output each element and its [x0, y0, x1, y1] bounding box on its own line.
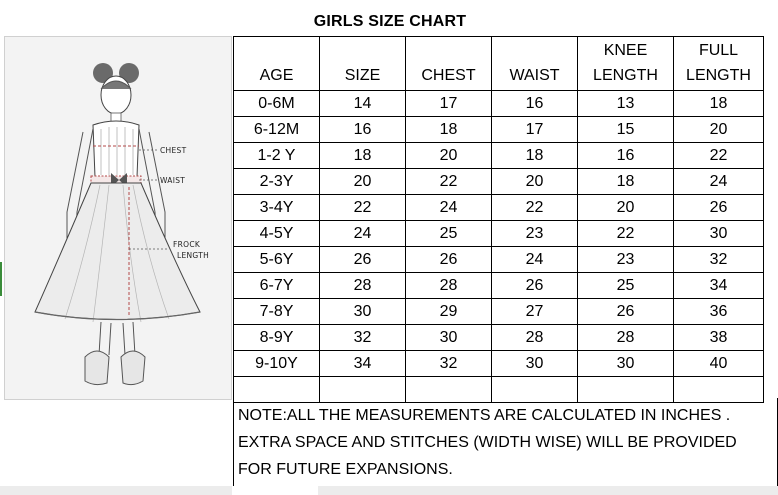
table-cell: 25 [578, 273, 674, 299]
table-cell: 26 [406, 247, 492, 273]
table-cell: 14 [320, 91, 406, 117]
column-header [406, 37, 492, 91]
table-cell: 16 [320, 117, 406, 143]
table-cell: 0-6M [234, 91, 320, 117]
column-header [492, 37, 578, 91]
table-row [234, 299, 764, 325]
table-cell: 18 [578, 169, 674, 195]
column-header-line1 [406, 38, 491, 63]
left-edge-marker [0, 262, 2, 296]
table-cell: 26 [320, 247, 406, 273]
table-cell: 27 [492, 299, 578, 325]
table-cell: 17 [492, 117, 578, 143]
table-cell: 26 [492, 273, 578, 299]
chest-label: CHEST [160, 146, 187, 155]
table-cell: 24 [320, 221, 406, 247]
table-row [234, 273, 764, 299]
column-header [674, 37, 764, 91]
table-header-row [234, 37, 764, 91]
table-cell: 20 [406, 143, 492, 169]
note-line-2: EXTRA SPACE AND STITCHES (WIDTH WISE) WILL BE PROVIDED [238, 434, 737, 451]
column-header-line1 [492, 38, 577, 63]
column-header-line1: KNEE [603, 42, 648, 59]
column-header-line2: LENGTH [686, 67, 751, 84]
table-cell: 25 [406, 221, 492, 247]
table-row [234, 169, 764, 195]
column-header-line1 [234, 38, 319, 63]
table-cell: 30 [578, 351, 674, 377]
column-header-line2: SIZE [344, 67, 381, 84]
table-row [234, 143, 764, 169]
table-cell: 23 [492, 221, 578, 247]
frock-length-label-line2: LENGTH [177, 251, 210, 260]
bottom-strip-right [318, 486, 778, 495]
table-cell: 18 [320, 143, 406, 169]
table-cell: 26 [674, 195, 764, 221]
column-header [320, 37, 406, 91]
column-header [234, 37, 320, 91]
table-cell: 32 [406, 351, 492, 377]
size-chart-table [233, 36, 764, 403]
table-cell: 6-7Y [234, 273, 320, 299]
table-row [234, 91, 764, 117]
table-cell: 30 [674, 221, 764, 247]
table-cell: 7-8Y [234, 299, 320, 325]
table-cell: 36 [674, 299, 764, 325]
measurement-note [233, 398, 778, 486]
table-cell: 1-2 Y [234, 143, 320, 169]
table-cell: 32 [320, 325, 406, 351]
table-row [234, 117, 764, 143]
table-cell: 15 [578, 117, 674, 143]
column-header-line1: FULL [698, 42, 739, 59]
column-header-line2: CHEST [421, 67, 476, 84]
bottom-strip-left [0, 486, 232, 495]
column-header-line2: WAIST [509, 67, 560, 84]
table-cell: 30 [406, 325, 492, 351]
table-cell: 13 [578, 91, 674, 117]
table-cell: 6-12M [234, 117, 320, 143]
table-cell: 28 [320, 273, 406, 299]
table-cell: 16 [492, 91, 578, 117]
table-cell: 23 [578, 247, 674, 273]
table-row [234, 221, 764, 247]
note-line-1: NOTE:ALL THE MEASUREMENTS ARE CALCULATED IN INCHES . [238, 407, 731, 424]
table-row [234, 195, 764, 221]
table-cell: 28 [492, 325, 578, 351]
girl-dress-sketch [5, 37, 231, 399]
table-cell: 22 [492, 195, 578, 221]
table-cell: 5-6Y [234, 247, 320, 273]
table-row [234, 351, 764, 377]
column-header-line2: AGE [259, 67, 294, 84]
table-cell: 24 [492, 247, 578, 273]
table-cell: 28 [406, 273, 492, 299]
table-cell: 22 [320, 195, 406, 221]
column-header [578, 37, 674, 91]
table-cell: 18 [674, 91, 764, 117]
table-cell: 17 [406, 91, 492, 117]
table-cell: 40 [674, 351, 764, 377]
dress-illustration [4, 36, 232, 400]
table-cell: 26 [578, 299, 674, 325]
table-cell: 34 [674, 273, 764, 299]
table-cell: 20 [674, 117, 764, 143]
column-header-line2: LENGTH [593, 67, 658, 84]
table-cell: 32 [674, 247, 764, 273]
table-cell: 18 [492, 143, 578, 169]
table-cell: 29 [406, 299, 492, 325]
frock-length-label-line1: FROCK [173, 240, 201, 249]
table-row [234, 247, 764, 273]
waist-label: WAIST [160, 176, 186, 185]
table-cell: 30 [492, 351, 578, 377]
table-cell: 8-9Y [234, 325, 320, 351]
note-line-3: FOR FUTURE EXPANSIONS. [238, 461, 453, 478]
table-cell: 38 [674, 325, 764, 351]
table-cell: 34 [320, 351, 406, 377]
table-cell: 20 [578, 195, 674, 221]
table-cell: 18 [406, 117, 492, 143]
table-cell: 30 [320, 299, 406, 325]
table-cell: 28 [578, 325, 674, 351]
table-cell: 24 [406, 195, 492, 221]
table-cell: 3-4Y [234, 195, 320, 221]
table-cell: 4-5Y [234, 221, 320, 247]
table-cell: 24 [674, 169, 764, 195]
table-cell: 22 [578, 221, 674, 247]
table-cell: 9-10Y [234, 351, 320, 377]
column-header-line1 [320, 38, 405, 63]
table-cell: 2-3Y [234, 169, 320, 195]
table-cell: 22 [674, 143, 764, 169]
chart-title: GIRLS SIZE CHART [313, 13, 467, 30]
table-cell: 22 [406, 169, 492, 195]
table-cell: 16 [578, 143, 674, 169]
table-body [234, 91, 764, 403]
table-row [234, 325, 764, 351]
table-cell: 20 [320, 169, 406, 195]
table-cell: 20 [492, 169, 578, 195]
